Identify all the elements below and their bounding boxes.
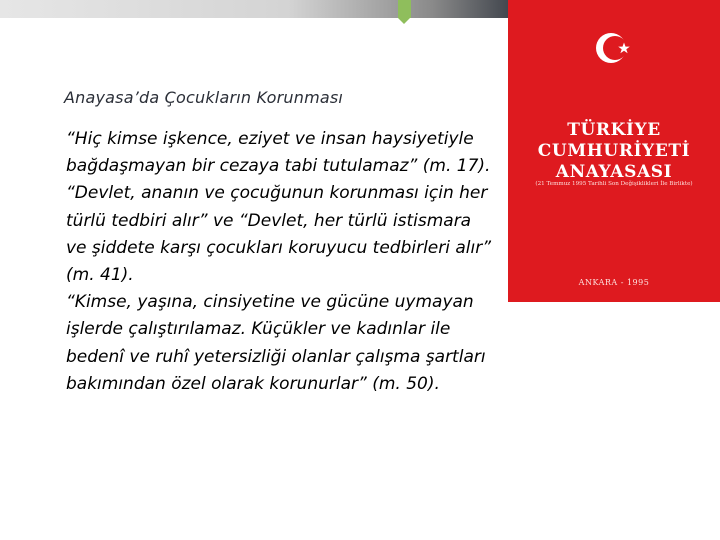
cover-title-line-1: TÜRKİYE bbox=[567, 120, 661, 140]
paragraph-article-50: “Kimse, yaşına, cinsiyetine ve gücüne uymayan işlerde çalıştırılamaz. Küçükler ve kadınlar ile bedenî ve ruhî yetersizliği olanlar çalışma şartları bakımından özel olarak korunurlar” (m. 50). bbox=[66, 292, 486, 394]
accent-arrow-icon bbox=[398, 18, 410, 24]
paragraph-article-17: “Hiç kimse işkence, eziyet ve insan haysiyetiyle bağdaşmayan bir cezaya tabi tutulamaz” (m. 17). bbox=[66, 129, 491, 177]
cover-title bbox=[508, 120, 720, 183]
cover-title-line-3: ANAYASASI bbox=[555, 162, 673, 182]
accent-marker bbox=[398, 0, 411, 18]
crescent-and-star-icon bbox=[594, 28, 634, 68]
constitution-book-cover bbox=[508, 0, 720, 302]
cover-subtitle: (21 Temmuz 1995 Tarihli Son Değişiklikleri İle Birlikte) bbox=[535, 181, 693, 187]
cover-footer: ANKARA - 1995 bbox=[578, 278, 650, 287]
slide-body bbox=[66, 126, 496, 398]
cover-title-line-2: CUMHURİYETİ bbox=[537, 141, 691, 161]
slide-title: Anayasa’da Çocukların Korunması bbox=[64, 88, 344, 107]
paragraph-article-41: “Devlet, ananın ve çocuğunun korunması için her türlü tedbiri alır” ve “Devlet, her türlü istismara ve şiddete karşı çocukları koruyucu tedbirleri alır” (m. 41). bbox=[66, 183, 492, 286]
